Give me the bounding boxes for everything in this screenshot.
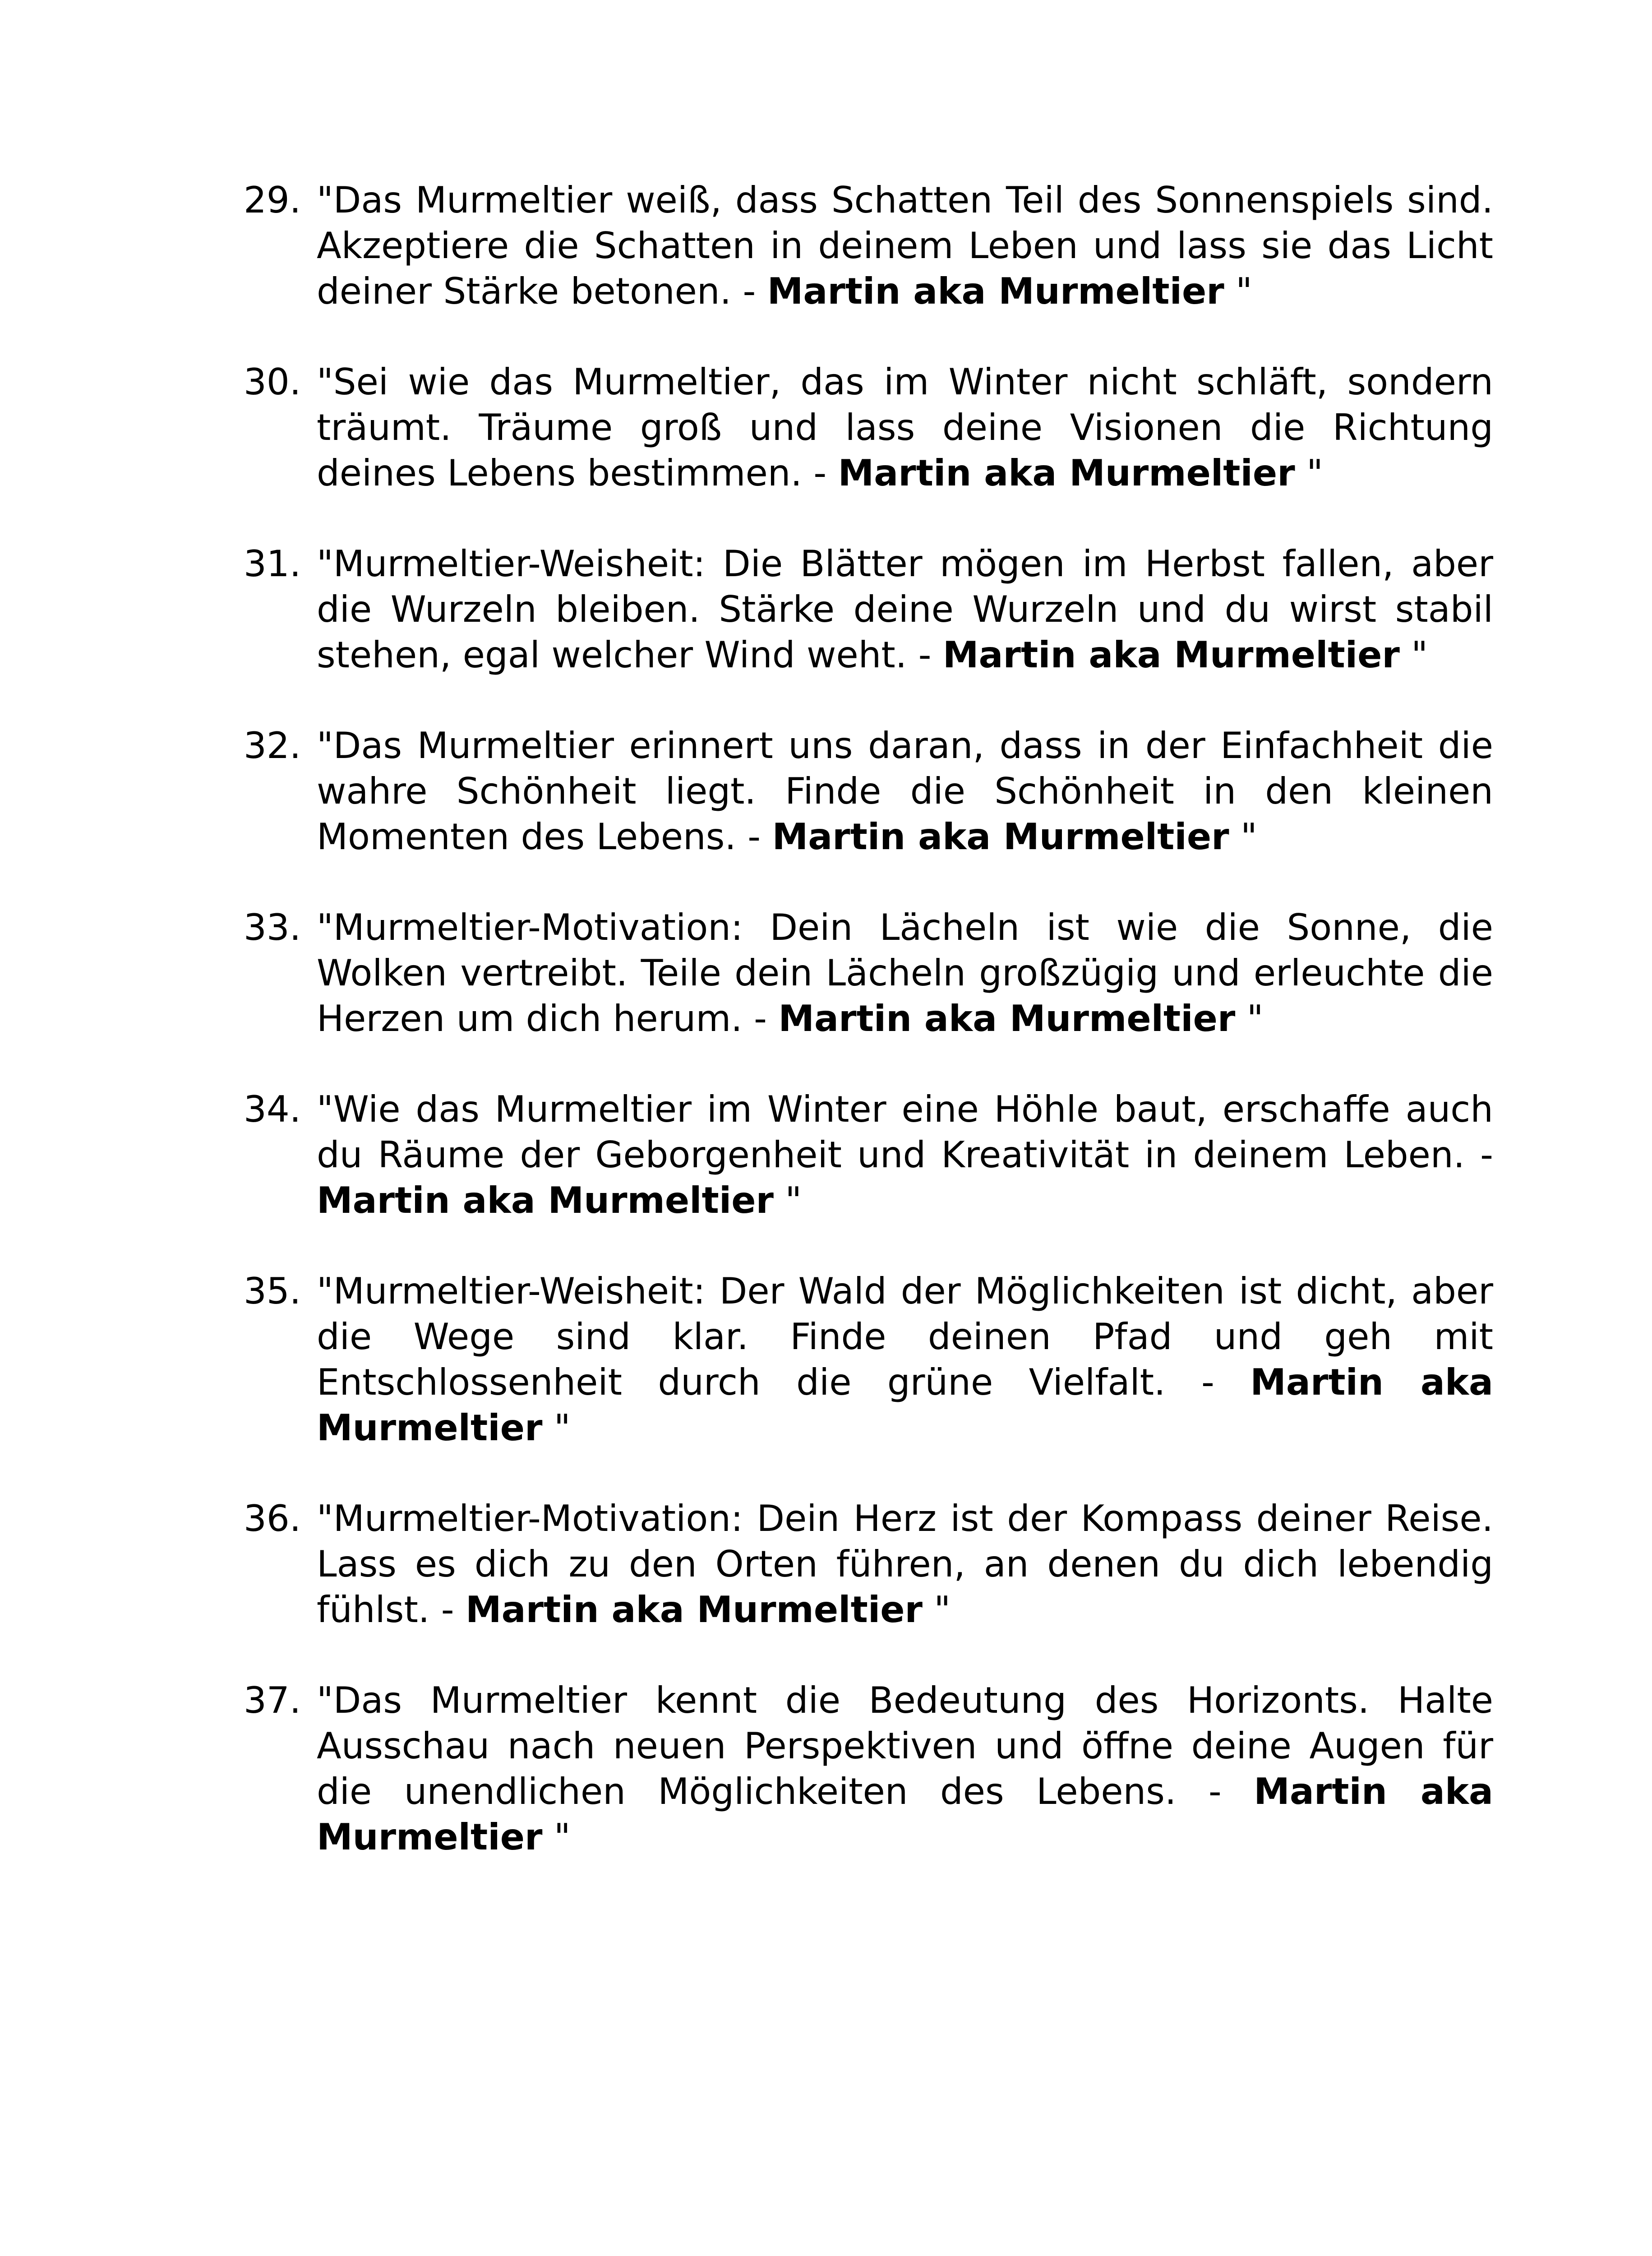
quote-body: "Wie das Murmeltier im Winter eine Höhle baut, erschaffe auch du Räume der Geborgenheit und Kreativität in deinem Leben. -	[317, 1088, 1493, 1176]
quote-item	[244, 1496, 1493, 1632]
quote-author: Martin aka Murmeltier	[317, 1771, 1494, 1858]
quote-text	[317, 723, 1493, 860]
quote-text	[317, 1086, 1493, 1223]
quote-number: 33.	[244, 906, 301, 948]
quote-author: Martin aka Murmeltier	[466, 1589, 923, 1631]
quote-text	[317, 1496, 1493, 1632]
quote-closing-mark: "	[1399, 634, 1428, 676]
quote-closing-mark: "	[542, 1816, 571, 1858]
quote-number: 29.	[244, 179, 301, 221]
quote-closing-mark: "	[1295, 452, 1323, 494]
quote-author: Martin aka Murmeltier	[317, 1361, 1494, 1449]
quote-closing-mark: "	[1235, 998, 1264, 1040]
quote-item	[244, 541, 1493, 678]
quote-closing-mark: "	[1224, 270, 1252, 312]
quote-number: 37.	[244, 1679, 301, 1721]
quote-body: "Murmeltier-Weisheit: Die Blätter mögen im Herbst fallen, aber die Wurzeln bleiben. Stärke deine Wurzeln und du wirst stabil stehen, egal welcher Wind weht. -	[317, 543, 1493, 676]
quote-body: "Murmeltier-Weisheit: Der Wald der Möglichkeiten ist dicht, aber die Wege sind klar. Finde deinen Pfad und geh mit Entschlossenheit durch die grüne Vielfalt. -	[317, 1270, 1493, 1403]
quote-body: "Das Murmeltier erinnert uns daran, dass in der Einfachheit die wahre Schönheit liegt. Finde die Schönheit in den kleinen Momenten des Lebens. -	[317, 725, 1493, 858]
quote-number: 31.	[244, 543, 301, 585]
quote-closing-mark: "	[922, 1589, 951, 1631]
quote-body: "Murmeltier-Motivation: Dein Herz ist der Kompass deiner Reise. Lass es dich zu den Orten führen, an denen du dich lebendig fühlst. -	[317, 1498, 1493, 1631]
quote-item	[244, 1678, 1493, 1860]
quote-number: 30.	[244, 361, 301, 403]
quote-author: Martin aka Murmeltier	[778, 998, 1236, 1040]
quote-author: Martin aka Murmeltier	[317, 1179, 774, 1221]
quote-item	[244, 723, 1493, 860]
quote-closing-mark: "	[773, 1179, 802, 1221]
quote-body: "Das Murmeltier weiß, dass Schatten Teil des Sonnenspiels sind. Akzeptiere die Schatten in deinem Leben und lass sie das Licht deiner Stärke betonen. -	[317, 179, 1493, 312]
quote-number: 34.	[244, 1088, 301, 1130]
quote-body: "Sei wie das Murmeltier, das im Winter nicht schläft, sondern träumt. Träume groß und lass deine Visionen die Richtung deines Lebens bestimmen. -	[317, 361, 1493, 494]
quote-body: "Murmeltier-Motivation: Dein Lächeln ist wie die Sonne, die Wolken vertreibt. Teile dein Lächeln großzügig und erleuchte die Herzen um dich herum. -	[317, 906, 1493, 1040]
quote-item	[244, 1086, 1493, 1223]
quote-item	[244, 905, 1493, 1041]
quote-text	[317, 541, 1493, 678]
quote-number: 32.	[244, 725, 301, 767]
quote-author: Martin aka Murmeltier	[767, 270, 1224, 312]
quote-body: "Das Murmeltier kennt die Bedeutung des Horizonts. Halte Ausschau nach neuen Perspektiven und öffne deine Augen für die unendlichen Möglichkeiten des Lebens. -	[317, 1679, 1493, 1812]
quote-item	[244, 1268, 1493, 1451]
quote-text	[317, 177, 1493, 314]
quote-author: Martin aka Murmeltier	[772, 816, 1229, 858]
quote-author: Martin aka Murmeltier	[942, 634, 1400, 676]
quote-number: 35.	[244, 1270, 301, 1312]
quote-text	[317, 359, 1493, 496]
quote-item	[244, 359, 1493, 496]
quote-list	[244, 177, 1493, 1905]
quote-author: Martin aka Murmeltier	[838, 452, 1295, 494]
quote-text	[317, 905, 1493, 1041]
quote-item	[244, 177, 1493, 314]
quote-number: 36.	[244, 1498, 301, 1539]
quote-closing-mark: "	[1229, 816, 1257, 858]
quote-text	[317, 1678, 1493, 1860]
quote-text	[317, 1268, 1493, 1451]
quote-closing-mark: "	[542, 1407, 571, 1449]
